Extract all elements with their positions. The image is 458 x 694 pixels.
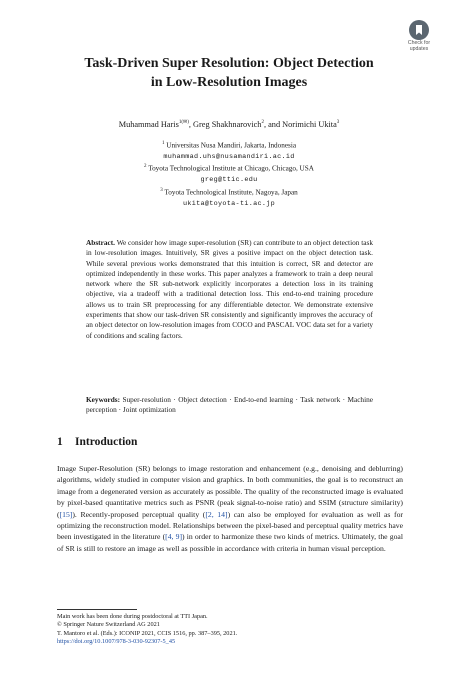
doi-link[interactable]: https://doi.org/10.1007/978-3-030-92307-5_45 xyxy=(57,637,176,645)
copyright-line: © Springer Nature Switzerland AG 2021 xyxy=(57,621,160,629)
author-superscript[interactable]: 1(✉) xyxy=(178,120,189,125)
body-text-segment: ). Recently-proposed perceptual quality ( xyxy=(72,509,206,519)
paper-title xyxy=(60,54,398,92)
body-text-segment: ) can also be employed for evaluation as well as for optimizing the reconstruction model. Relationships between the pixel-based and perceptual quality metrics have been investigated in the literature ( xyxy=(57,509,403,542)
abstract-label: Abstract. xyxy=(86,238,115,247)
author-separator: , and xyxy=(263,119,283,129)
title-line-1: Task-Driven Super Resolution: Object Detection xyxy=(84,56,374,71)
keywords-text: Super-resolution · Object detection · End-to-end learning · Task network · Machine perception · Joint optimization xyxy=(86,395,373,415)
body-text-segment: Image Super-Resolution (SR) belongs to image restoration and enhancement (e.g., denoising and deblurring) algorithms, widely studied in computer vision and graphics. In both communities, the goal is to reconstruct an image from a degenerated version as accurately as possible. The quality of the reconstructed image is evaluated by pixel-based quantitative metrics such as PSNR (peak signal-to-noise ratio) and SSIM (structure similarity) ( xyxy=(57,464,403,519)
affiliation-email: greg@ttic.edu xyxy=(200,176,258,185)
citation-link[interactable]: [2, 14] xyxy=(205,509,228,519)
keywords xyxy=(86,395,373,416)
title-line-2: in Low-Resolution Images xyxy=(150,75,308,90)
badge-line-1: Check for xyxy=(407,40,431,46)
affiliations xyxy=(60,139,398,209)
author-list xyxy=(40,119,418,129)
affiliation-email: ukita@toyota-ti.ac.jp xyxy=(183,199,275,208)
body-text-segment: ) in order to harmonize these two kinds of metrics. Ultimately, the goal of SR is still to restore an image as well as possible in accordance with criteria in human visual perception. xyxy=(57,532,403,553)
affiliation-email: muhammad.uhs@nusamandiri.ac.id xyxy=(163,152,295,161)
author-name: Greg Shakhnarovich xyxy=(193,119,262,129)
citation-link[interactable]: [4, 9] xyxy=(165,532,183,542)
author-superscript: 3 xyxy=(336,120,340,125)
introduction-paragraph xyxy=(57,463,403,554)
section-number: 1 xyxy=(57,436,63,448)
affiliation-number: 3 xyxy=(160,187,163,193)
affiliation-name: Universitas Nusa Mandiri, Jakarta, Indonesia xyxy=(166,141,297,150)
badge-line-2: updates xyxy=(409,45,429,52)
section-title: Introduction xyxy=(75,436,138,448)
affiliation-number: 2 xyxy=(144,164,147,170)
author-separator: , xyxy=(188,119,194,129)
author-name: Muhammad Haris xyxy=(118,119,179,129)
badge-label xyxy=(408,41,430,52)
author-name: Norimichi Ukita xyxy=(282,119,337,129)
citation-line: T. Mantoro et al. (Eds.): ICONIP 2021, CCIS 1516, pp. 387–395, 2021. xyxy=(57,629,238,637)
section-heading xyxy=(57,436,137,448)
affiliation-name: Toyota Technological Institute, Nagoya, Japan xyxy=(164,188,298,197)
affiliation-1 xyxy=(60,139,398,162)
footnote-note: Main work has been done during postdoctoral at TTI Japan. xyxy=(57,613,208,620)
footnote-divider xyxy=(57,609,137,610)
author-superscript: 2 xyxy=(261,120,264,125)
check-for-updates-badge[interactable] xyxy=(404,20,434,60)
citation-link[interactable]: [15] xyxy=(59,509,73,519)
footnotes xyxy=(57,613,403,646)
bookmark-icon xyxy=(409,20,429,40)
affiliation-name: Toyota Technological Institute at Chicago, Chicago, USA xyxy=(148,164,314,173)
affiliation-2 xyxy=(60,162,398,185)
affiliation-3 xyxy=(60,186,398,209)
abstract xyxy=(86,238,373,341)
abstract-text: We consider how image super-resolution (SR) can contribute to an object detection task in low-resolution images. Intuitively, SR gives a positive impact on the object detection task. While several previous works demonstrated that this intuition is correct, SR and detector are optimized independently in these works. This paper analyzes a framework to train a deep neural network where the SR sub-network explicitly incorporates a detection loss in its training objective, via a tradeoff with a traditional detection loss. This end-to-end training procedure allows us to train SR preprocessing for any differentiable detector. We demonstrate extensive experiments that show our task-driven SR consistently and significantly improves the accuracy of an object detector on low-resolution images from COCO and PASCAL VOC data set for a variety of conditions and scaling factors. xyxy=(86,238,373,340)
keywords-label: Keywords: xyxy=(86,395,121,404)
affiliation-number: 1 xyxy=(161,141,165,146)
